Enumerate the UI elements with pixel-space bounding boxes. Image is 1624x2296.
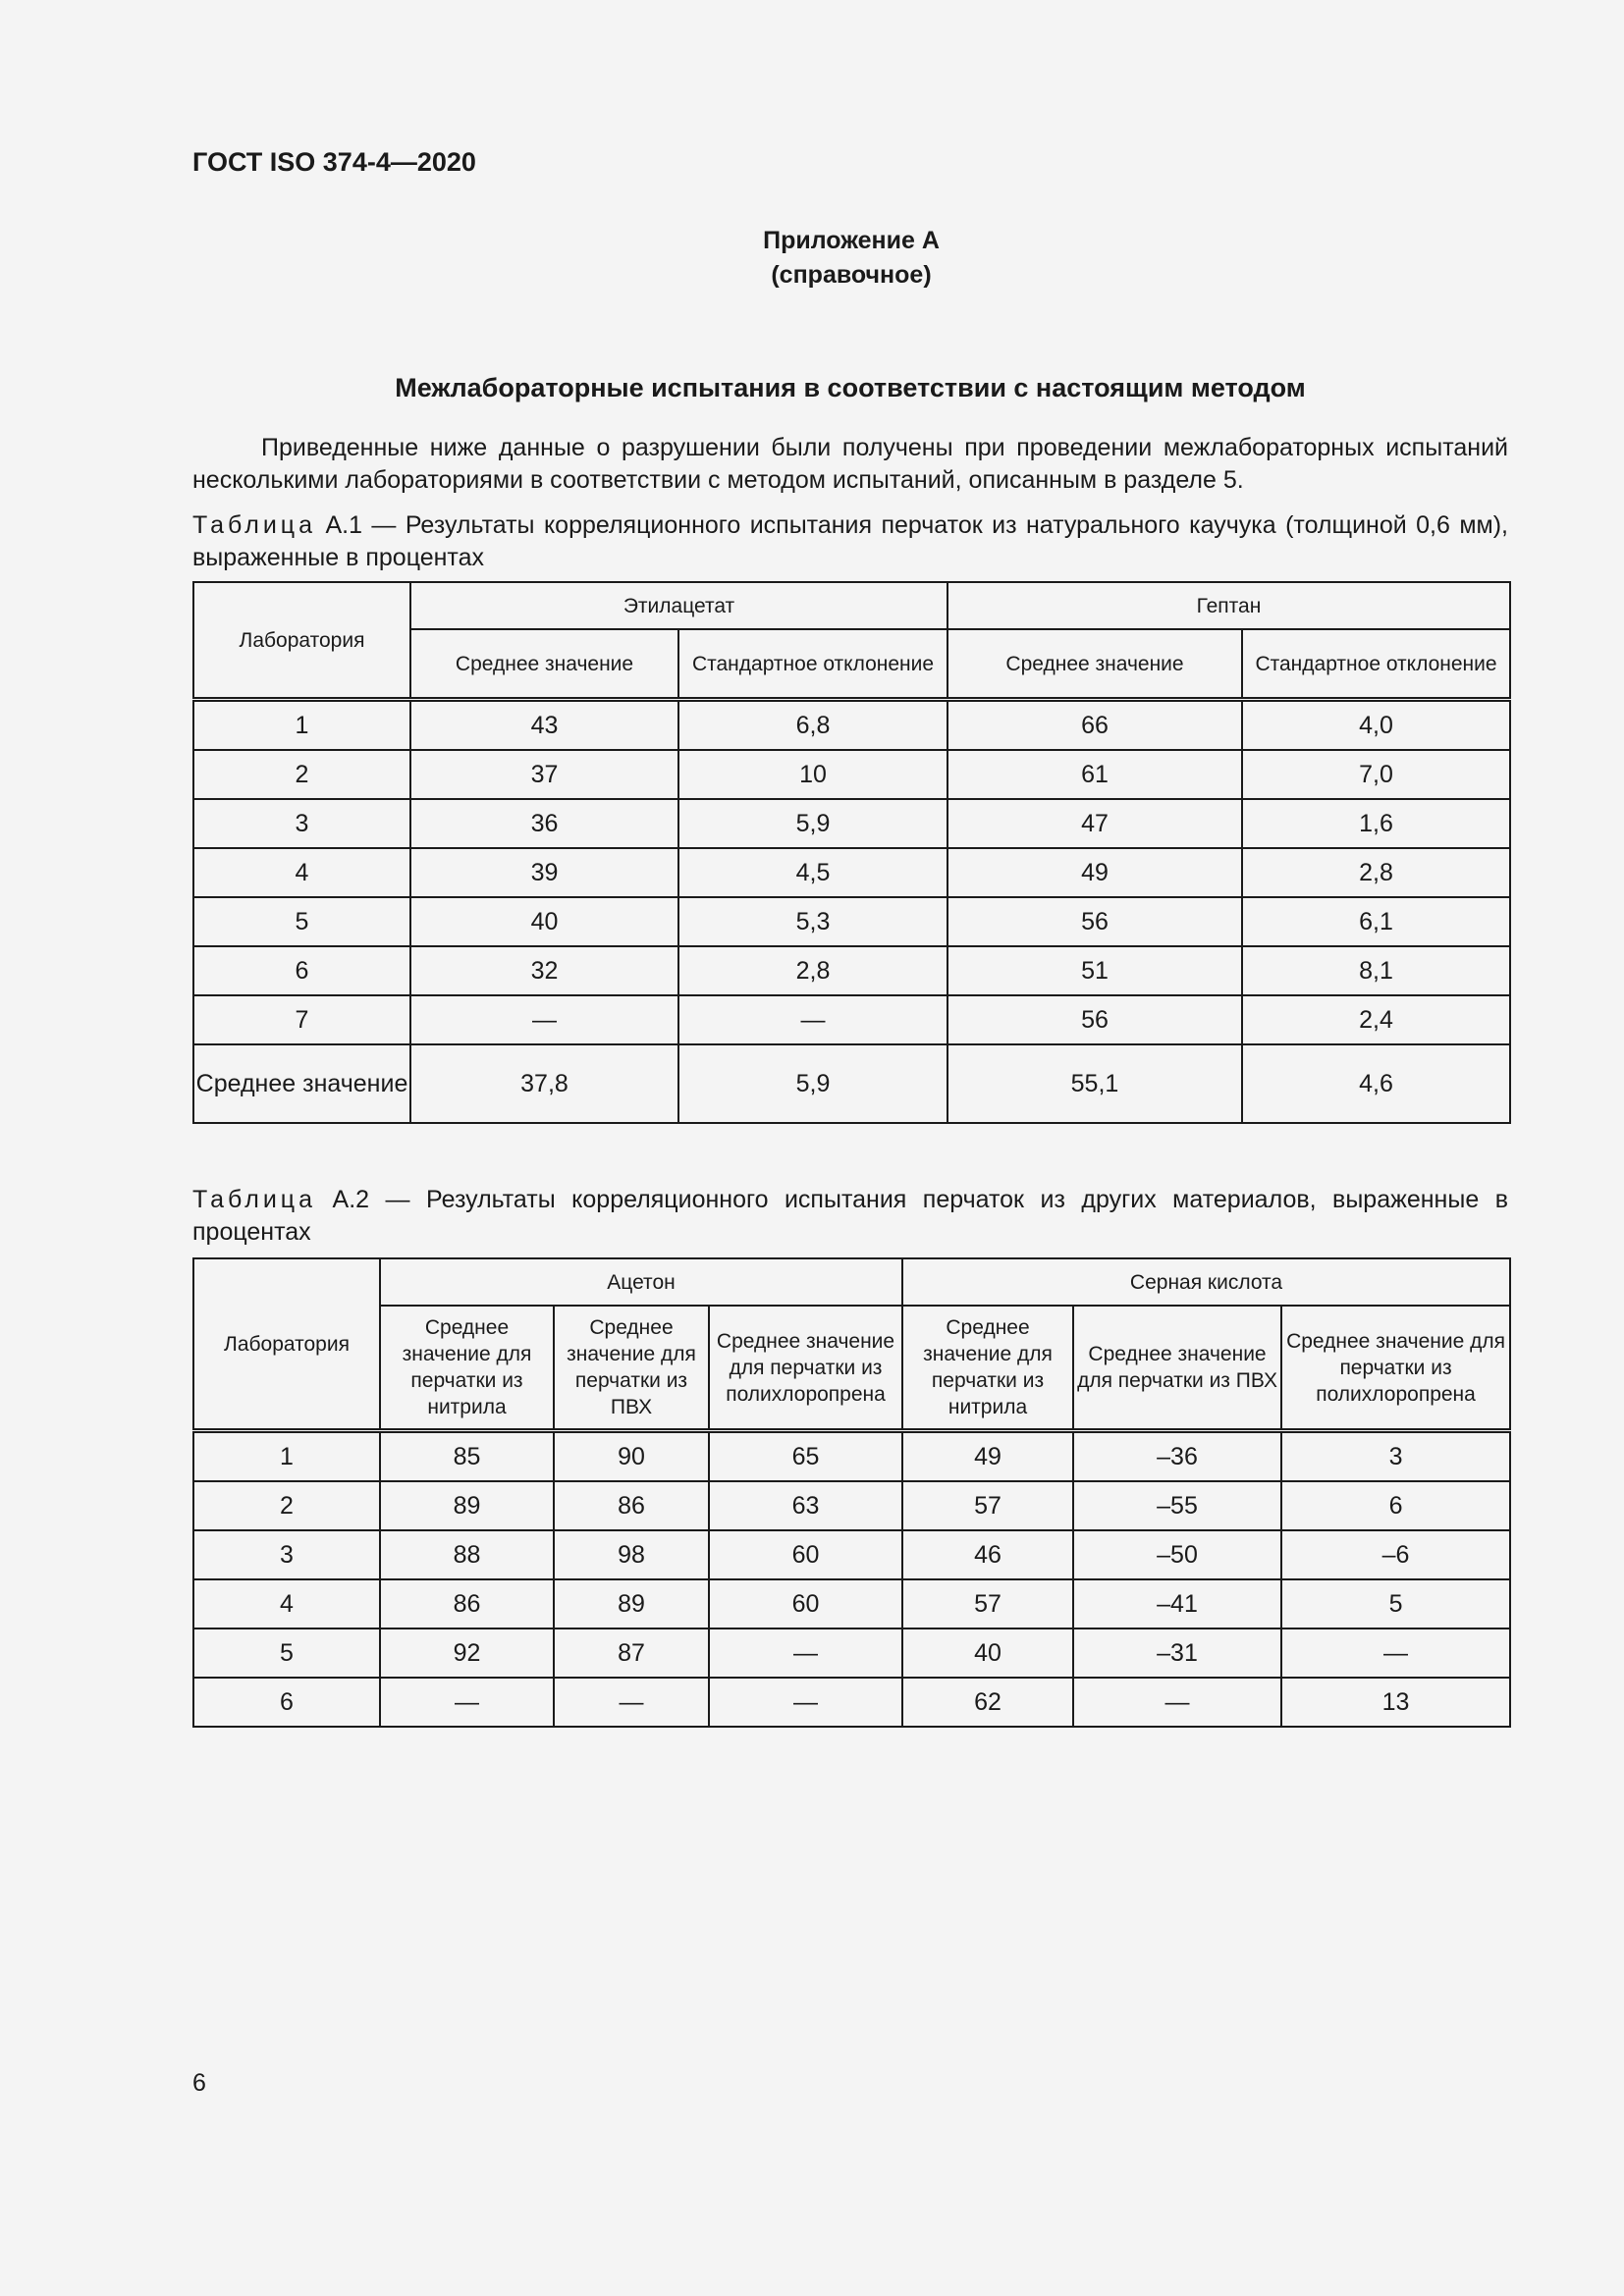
table-row bbox=[193, 700, 1510, 751]
table-cell: — bbox=[410, 995, 678, 1044]
table2-group-acetone: Ацетон bbox=[380, 1258, 902, 1306]
table1-col-std: Стандартное отклонение bbox=[678, 629, 947, 700]
table-row bbox=[193, 995, 1510, 1044]
table-cell: 4,6 bbox=[1242, 1044, 1510, 1123]
table-row bbox=[193, 946, 1510, 995]
table1-group-heptane: Гептан bbox=[947, 582, 1510, 629]
table-cell: — bbox=[709, 1678, 902, 1727]
table-cell: 2 bbox=[193, 750, 410, 799]
table-cell: 98 bbox=[554, 1530, 709, 1579]
table-cell: — bbox=[380, 1678, 554, 1727]
table-cell: 2,8 bbox=[678, 946, 947, 995]
table-cell: 6,8 bbox=[678, 700, 947, 751]
table-row bbox=[193, 750, 1510, 799]
table-cell: 4,5 bbox=[678, 848, 947, 897]
table-cell: 43 bbox=[410, 700, 678, 751]
table-row bbox=[193, 897, 1510, 946]
table-cell: Среднее значение bbox=[193, 1044, 410, 1123]
table-cell: 4,0 bbox=[1242, 700, 1510, 751]
table-cell: 46 bbox=[902, 1530, 1073, 1579]
table1-col-mean: Среднее значение bbox=[410, 629, 678, 700]
table-cell: 62 bbox=[902, 1678, 1073, 1727]
appendix-title-block bbox=[0, 224, 1624, 293]
table2-col-nitrile: Среднее значение для перчатки из нитрила bbox=[380, 1306, 554, 1431]
table1-group-ethyl-acetate: Этилацетат bbox=[410, 582, 947, 629]
table2-header-lab: Лаборатория bbox=[193, 1258, 380, 1431]
table-row bbox=[193, 848, 1510, 897]
table-cell: 56 bbox=[947, 995, 1242, 1044]
table-cell: 85 bbox=[380, 1431, 554, 1482]
page-number: 6 bbox=[192, 2069, 206, 2097]
table-row bbox=[193, 1044, 1510, 1123]
table-cell: 55,1 bbox=[947, 1044, 1242, 1123]
table-cell: 1 bbox=[193, 1431, 380, 1482]
table-row bbox=[193, 1579, 1510, 1629]
table-cell: 40 bbox=[410, 897, 678, 946]
table-cell: — bbox=[1281, 1629, 1510, 1678]
table-cell: — bbox=[554, 1678, 709, 1727]
table-cell: 66 bbox=[947, 700, 1242, 751]
table-cell: 3 bbox=[193, 1530, 380, 1579]
table-cell: 5,9 bbox=[678, 799, 947, 848]
table2-caption-label: Таблица bbox=[192, 1186, 317, 1213]
table-cell: 61 bbox=[947, 750, 1242, 799]
table-cell: 6 bbox=[193, 1678, 380, 1727]
table-cell: 6 bbox=[1281, 1481, 1510, 1530]
table-cell: –36 bbox=[1073, 1431, 1281, 1482]
table-cell: 13 bbox=[1281, 1678, 1510, 1727]
table-cell: 3 bbox=[1281, 1431, 1510, 1482]
table-cell: 87 bbox=[554, 1629, 709, 1678]
table-cell: 5,9 bbox=[678, 1044, 947, 1123]
table-cell: 86 bbox=[554, 1481, 709, 1530]
table-cell: — bbox=[709, 1629, 902, 1678]
table-cell: 5 bbox=[1281, 1579, 1510, 1629]
table-cell: 39 bbox=[410, 848, 678, 897]
table-cell: 92 bbox=[380, 1629, 554, 1678]
table-cell: 86 bbox=[380, 1579, 554, 1629]
table-cell: — bbox=[678, 995, 947, 1044]
table-cell: 89 bbox=[554, 1579, 709, 1629]
table-cell: 4 bbox=[193, 1579, 380, 1629]
appendix-subtitle: (справочное) bbox=[771, 261, 932, 289]
table-cell: 51 bbox=[947, 946, 1242, 995]
document-header: ГОСТ ISO 374-4—2020 bbox=[192, 147, 476, 177]
table-cell: 65 bbox=[709, 1431, 902, 1482]
table-cell: 8,1 bbox=[1242, 946, 1510, 995]
table-cell: 56 bbox=[947, 897, 1242, 946]
table-cell: 2,8 bbox=[1242, 848, 1510, 897]
table-cell: 36 bbox=[410, 799, 678, 848]
table2-col-polychloroprene: Среднее значение для перчатки из полихлоропрена bbox=[1281, 1306, 1510, 1431]
table-cell: 37 bbox=[410, 750, 678, 799]
table-cell: 5 bbox=[193, 897, 410, 946]
table-a2 bbox=[192, 1257, 1511, 1728]
table-cell: 49 bbox=[947, 848, 1242, 897]
intro-paragraph: Приведенные ниже данные о разрушении были получены при проведении межлабораторных испытаний несколькими лабораториями в соответствии с методом испытаний, описанным в разделе 5. bbox=[192, 434, 1508, 494]
table2-caption-text: А.2 — Результаты корреляционного испытания перчаток из других материалов, выраженные в процентах bbox=[192, 1186, 1508, 1246]
table-cell: 2,4 bbox=[1242, 995, 1510, 1044]
table1-caption-text: А.1 — Результаты корреляционного испытания перчаток из натурального каучука (толщиной 0,6 мм), выраженные в процентах bbox=[192, 511, 1508, 571]
table-row bbox=[193, 1678, 1510, 1727]
table1-caption-label: Таблица bbox=[192, 511, 317, 539]
table1-caption bbox=[192, 509, 1508, 574]
table-cell: 60 bbox=[709, 1530, 902, 1579]
table-row bbox=[193, 799, 1510, 848]
table-a1 bbox=[192, 581, 1511, 1124]
table-cell: 32 bbox=[410, 946, 678, 995]
table2-col-nitrile: Среднее значение для перчатки из нитрила bbox=[902, 1306, 1073, 1431]
table-cell: 89 bbox=[380, 1481, 554, 1530]
table1-header-lab: Лаборатория bbox=[193, 582, 410, 700]
table-cell: 37,8 bbox=[410, 1044, 678, 1123]
table-row bbox=[193, 1431, 1510, 1482]
table-cell: 5,3 bbox=[678, 897, 947, 946]
table-cell: –55 bbox=[1073, 1481, 1281, 1530]
table-row bbox=[193, 1530, 1510, 1579]
table-cell: — bbox=[1073, 1678, 1281, 1727]
table-cell: –50 bbox=[1073, 1530, 1281, 1579]
table-cell: –31 bbox=[1073, 1629, 1281, 1678]
table-cell: 1,6 bbox=[1242, 799, 1510, 848]
table2-group-sulfuric-acid: Серная кислота bbox=[902, 1258, 1510, 1306]
table2-caption bbox=[192, 1184, 1508, 1249]
table-cell: 2 bbox=[193, 1481, 380, 1530]
table2-col-pvc: Среднее значение для перчатки из ПВХ bbox=[554, 1306, 709, 1431]
table-cell: –6 bbox=[1281, 1530, 1510, 1579]
table-cell: 57 bbox=[902, 1481, 1073, 1530]
table-cell: 7,0 bbox=[1242, 750, 1510, 799]
table-cell: 3 bbox=[193, 799, 410, 848]
table-cell: 6 bbox=[193, 946, 410, 995]
table2-col-polychloroprene: Среднее значение для перчатки из полихлоропрена bbox=[709, 1306, 902, 1431]
table-cell: 40 bbox=[902, 1629, 1073, 1678]
table-cell: 10 bbox=[678, 750, 947, 799]
table-row bbox=[193, 1481, 1510, 1530]
table-cell: 49 bbox=[902, 1431, 1073, 1482]
section-heading: Межлабораторные испытания в соответствии с настоящим методом bbox=[395, 373, 1306, 402]
table-cell: 63 bbox=[709, 1481, 902, 1530]
table-cell: 5 bbox=[193, 1629, 380, 1678]
table-cell: 1 bbox=[193, 700, 410, 751]
table-cell: 57 bbox=[902, 1579, 1073, 1629]
table-cell: 47 bbox=[947, 799, 1242, 848]
table1-col-std: Стандартное отклонение bbox=[1242, 629, 1510, 700]
table-cell: 90 bbox=[554, 1431, 709, 1482]
appendix-title: Приложение А bbox=[763, 227, 940, 254]
table1-col-mean: Среднее значение bbox=[947, 629, 1242, 700]
table-cell: 60 bbox=[709, 1579, 902, 1629]
table-cell: 4 bbox=[193, 848, 410, 897]
table-cell: 7 bbox=[193, 995, 410, 1044]
table-cell: 88 bbox=[380, 1530, 554, 1579]
table-cell: –41 bbox=[1073, 1579, 1281, 1629]
table2-col-pvc: Среднее значение для перчатки из ПВХ bbox=[1073, 1306, 1281, 1431]
table-row bbox=[193, 1629, 1510, 1678]
table-cell: 6,1 bbox=[1242, 897, 1510, 946]
